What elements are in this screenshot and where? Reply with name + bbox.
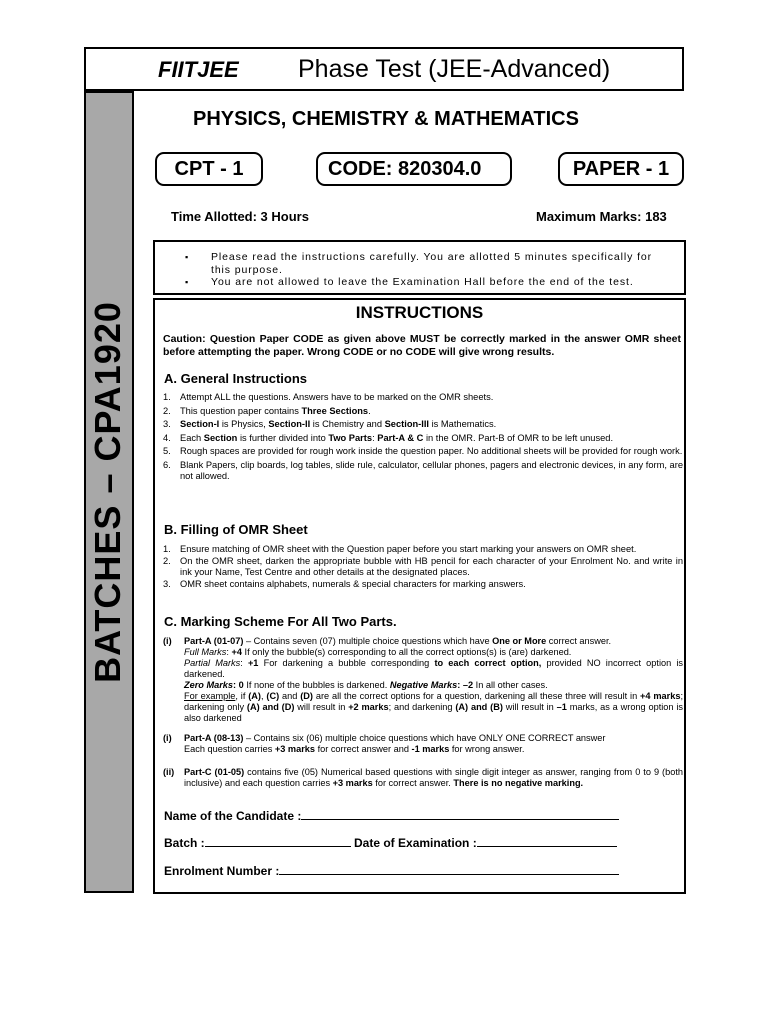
list-item: 2. On the OMR sheet, darken the appropriate bubble with HB pencil for each character of your Enrolment No. and write in ink your Name, Test Centre and other details at the designated places. — [163, 555, 683, 577]
notice-box — [153, 240, 686, 295]
candidate-name-line[interactable] — [301, 808, 619, 820]
instructions-box — [153, 298, 686, 894]
general-instructions-heading: A. General Instructions — [164, 371, 308, 386]
exam-date-line[interactable] — [477, 835, 617, 847]
marking-part-a1: (i) Part-A (01-07) – Contains seven (07) multiple choice questions which have One or More correct answer. Full Marks: +4 If only the bubble(s) corresponding to all the correct options(s) is (are) darkened. Partial Marks: +1 For darkening a bubble corresponding to each correct option, provided NO incorrect option is darkened. Zero Marks: 0 If none of the bubbles is darkened. Negative Marks: –2 In all other cases. For example, if (A), (C) and (D) are all the correct options for a question, darkening all these three will result in +4 marks; darkening only (A) and (D) will result in +2 marks; and darkening (A) and (B) will result in –1 marks, as a wrong option is also darkened — [163, 636, 684, 723]
subject-title: PHYSICS, CHEMISTRY & MATHEMATICS — [193, 108, 579, 130]
general-instructions-list — [163, 392, 683, 483]
marking-part-c: (ii) Part-C (01-05) contains five (05) Numerical based questions with single digit integer as answer, ranging from 0 to 9 (both inclusive) and each question carries +3 marks for correct answer. There is no negative marking. — [163, 767, 683, 788]
paper-code: CODE: 820304.0 — [316, 152, 512, 186]
instructions-title: INSTRUCTIONS — [355, 303, 484, 322]
enrolment-field[interactable] — [164, 863, 619, 878]
brand-logo: FIITJEE — [158, 57, 239, 82]
candidate-name-label: Name of the Candidate : — [164, 809, 302, 823]
batch-sidebar-label: BATCHES – CPA1920 — [87, 301, 128, 683]
list-item: 1. Attempt ALL the questions. Answers have to be marked on the OMR sheets. — [163, 392, 494, 402]
candidate-name-field[interactable] — [164, 808, 619, 823]
enrolment-line[interactable] — [279, 863, 619, 875]
batch-date-field[interactable] — [164, 835, 617, 850]
omr-heading: B. Filling of OMR Sheet — [164, 522, 308, 537]
time-allotted: Time Allotted: 3 Hours — [171, 209, 309, 224]
list-item: 3. Section-I is Physics, Section-II is Chemistry and Section-III is Mathematics. — [163, 419, 497, 429]
batch-label: Batch : — [164, 836, 205, 850]
batch-line[interactable] — [205, 835, 351, 847]
notice-item: ▪ You are not allowed to leave the Examination Hall before the end of the test. — [185, 276, 665, 289]
marking-scheme-heading: C. Marking Scheme For All Two Parts. — [164, 614, 397, 629]
list-item: 1. Ensure matching of OMR sheet with the Question paper before you start marking your answers on OMR sheet. — [163, 544, 637, 554]
test-title: Phase Test (JEE-Advanced) — [298, 55, 611, 83]
caution-text: Caution: Question Paper CODE as given above MUST be correctly marked in the answer OMR sheet before attempting the paper. Wrong CODE or no CODE will give wrong results. — [163, 333, 681, 358]
list-item: 5. Rough spaces are provided for rough work inside the question paper. No additional sheets will be provided for rough work. — [163, 446, 683, 456]
omr-list — [163, 544, 683, 590]
cpt-label: CPT - 1 — [155, 152, 263, 186]
list-item: 6. Blank Papers, clip boards, log tables, slide rule, calculator, cellular phones, pagers and electronic devices, in any form, are not allowed. — [163, 459, 683, 481]
list-item: 4. Each Section is further divided into Two Parts: Part-A & C in the OMR. Part-B of OMR to be left unused. — [163, 432, 614, 443]
enrolment-label: Enrolment Number : — [164, 864, 280, 878]
notice-item: ▪ Please read the instructions carefully. You are allotted 5 minutes specifically for this purpose. — [185, 251, 665, 276]
maximum-marks: Maximum Marks: 183 — [536, 209, 667, 224]
marking-part-a2: (i) Part-A (08-13) – Contains six (06) multiple choice questions which have ONLY ONE CORRECT answer Each question carries +3 marks for correct answer and -1 marks for wrong answer. — [163, 733, 606, 754]
list-item: 3. OMR sheet contains alphabets, numerals & special characters for marking answers. — [163, 578, 526, 589]
exam-date-label: Date of Examination : — [350, 836, 477, 850]
list-item: 2. This question paper contains Three Sections. — [163, 405, 371, 416]
paper-number: PAPER - 1 — [558, 152, 684, 186]
